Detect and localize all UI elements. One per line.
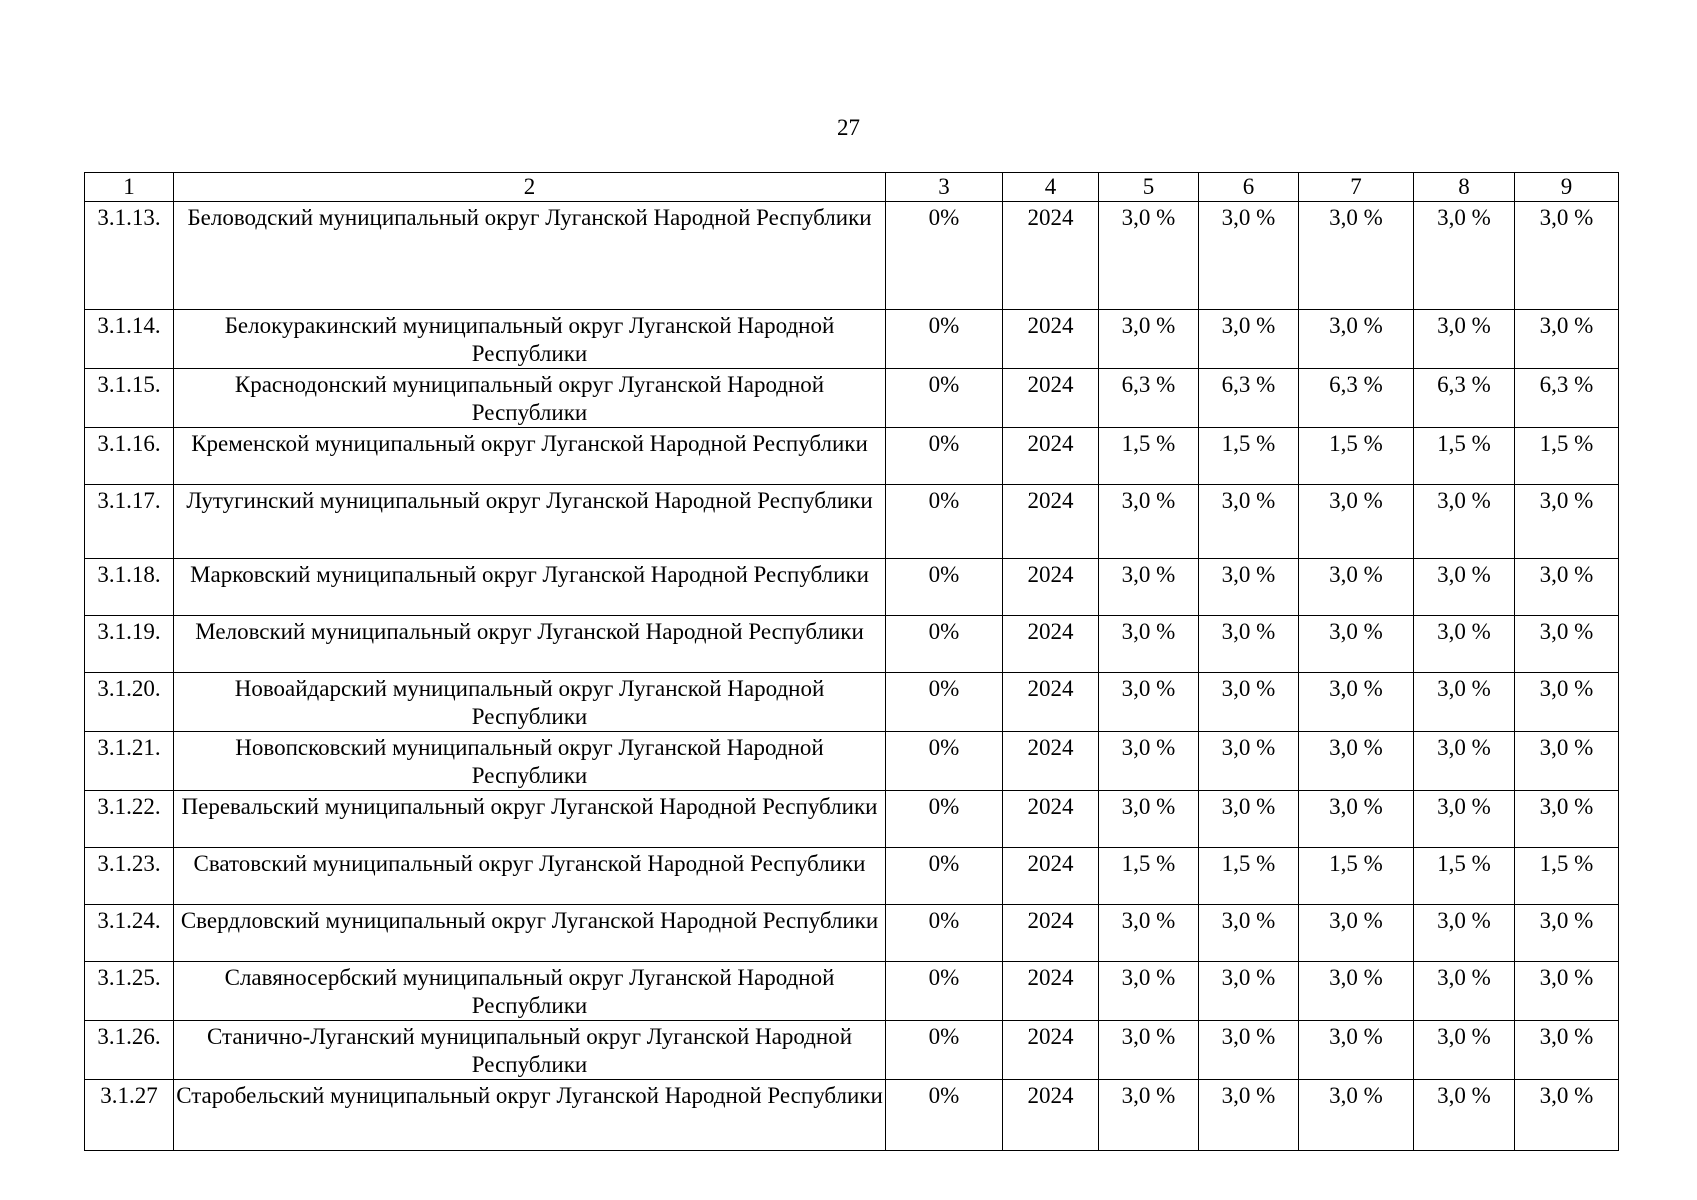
- cell-col-5: 3,0 %: [1099, 791, 1199, 848]
- cell-col-8: 3,0 %: [1414, 673, 1515, 732]
- column-header: 7: [1299, 173, 1414, 202]
- row-number: 3.1.25.: [85, 962, 174, 1021]
- cell-col-8: 3,0 %: [1414, 791, 1515, 848]
- cell-col-7: 3,0 %: [1299, 962, 1414, 1021]
- cell-col-9: 1,5 %: [1515, 428, 1619, 485]
- cell-col-8: 6,3 %: [1414, 369, 1515, 428]
- municipality-name: Меловский муниципальный округ Луганской Народной Республики: [174, 616, 886, 673]
- table-body: [85, 202, 1619, 1151]
- row-number: 3.1.19.: [85, 616, 174, 673]
- table-row: [85, 369, 1619, 428]
- cell-col-8: 3,0 %: [1414, 310, 1515, 369]
- cell-col-7: 3,0 %: [1299, 202, 1414, 310]
- cell-col-9: 3,0 %: [1515, 962, 1619, 1021]
- cell-col-7: 3,0 %: [1299, 485, 1414, 559]
- municipality-name: Кременской муниципальный округ Луганской Народной Республики: [174, 428, 886, 485]
- row-number: 3.1.22.: [85, 791, 174, 848]
- row-number: 3.1.26.: [85, 1021, 174, 1080]
- cell-col-6: 3,0 %: [1199, 962, 1299, 1021]
- cell-col-5: 3,0 %: [1099, 1080, 1199, 1151]
- cell-col-8: 3,0 %: [1414, 559, 1515, 616]
- table-row: [85, 732, 1619, 791]
- cell-col-7: 3,0 %: [1299, 310, 1414, 369]
- cell-year: 2024: [1003, 791, 1099, 848]
- table-row: [85, 485, 1619, 559]
- cell-col-6: 3,0 %: [1199, 616, 1299, 673]
- municipality-name: Сватовский муниципальный округ Луганской Народной Республики: [174, 848, 886, 905]
- cell-col-7: 3,0 %: [1299, 1021, 1414, 1080]
- cell-col-5: 3,0 %: [1099, 616, 1199, 673]
- municipality-name: Лутугинский муниципальный округ Луганской Народной Республики: [174, 485, 886, 559]
- page-number: 27: [837, 115, 860, 140]
- cell-col-8: 3,0 %: [1414, 202, 1515, 310]
- cell-year: 2024: [1003, 616, 1099, 673]
- cell-col-9: 3,0 %: [1515, 616, 1619, 673]
- cell-col-9: 3,0 %: [1515, 732, 1619, 791]
- table-row: [85, 202, 1619, 310]
- cell-col-6: 3,0 %: [1199, 485, 1299, 559]
- table-row: [85, 962, 1619, 1021]
- municipality-name: Новоайдарский муниципальный округ Луганской Народной Республики: [174, 673, 886, 732]
- cell-col-9: 3,0 %: [1515, 202, 1619, 310]
- column-header: 2: [174, 173, 886, 202]
- cell-col-6: 1,5 %: [1199, 428, 1299, 485]
- cell-col-3: 0%: [886, 848, 1003, 905]
- row-number: 3.1.13.: [85, 202, 174, 310]
- cell-col-8: 3,0 %: [1414, 616, 1515, 673]
- row-number: 3.1.18.: [85, 559, 174, 616]
- cell-col-5: 3,0 %: [1099, 673, 1199, 732]
- cell-col-6: 3,0 %: [1199, 559, 1299, 616]
- row-number: 3.1.23.: [85, 848, 174, 905]
- cell-col-3: 0%: [886, 485, 1003, 559]
- cell-col-3: 0%: [886, 559, 1003, 616]
- cell-col-3: 0%: [886, 905, 1003, 962]
- cell-col-7: 3,0 %: [1299, 905, 1414, 962]
- cell-col-6: 3,0 %: [1199, 791, 1299, 848]
- cell-col-8: 1,5 %: [1414, 848, 1515, 905]
- cell-col-6: 3,0 %: [1199, 905, 1299, 962]
- cell-col-7: 1,5 %: [1299, 848, 1414, 905]
- cell-year: 2024: [1003, 848, 1099, 905]
- cell-year: 2024: [1003, 428, 1099, 485]
- cell-col-9: 3,0 %: [1515, 791, 1619, 848]
- cell-col-3: 0%: [886, 1080, 1003, 1151]
- municipality-name: Новопсковский муниципальный округ Луганской Народной Республики: [174, 732, 886, 791]
- cell-col-8: 3,0 %: [1414, 485, 1515, 559]
- cell-col-7: 3,0 %: [1299, 1080, 1414, 1151]
- cell-col-8: 1,5 %: [1414, 428, 1515, 485]
- column-header: 8: [1414, 173, 1515, 202]
- cell-col-7: 1,5 %: [1299, 428, 1414, 485]
- cell-year: 2024: [1003, 202, 1099, 310]
- cell-col-7: 3,0 %: [1299, 732, 1414, 791]
- table-row: [85, 848, 1619, 905]
- cell-col-5: 3,0 %: [1099, 1021, 1199, 1080]
- cell-col-5: 6,3 %: [1099, 369, 1199, 428]
- cell-col-8: 3,0 %: [1414, 1021, 1515, 1080]
- cell-year: 2024: [1003, 905, 1099, 962]
- column-header: 6: [1199, 173, 1299, 202]
- table-row: [85, 616, 1619, 673]
- cell-year: 2024: [1003, 732, 1099, 791]
- cell-col-9: 3,0 %: [1515, 1021, 1619, 1080]
- cell-col-3: 0%: [886, 428, 1003, 485]
- table-row: [85, 1080, 1619, 1151]
- table-header-row: [85, 173, 1619, 202]
- cell-col-3: 0%: [886, 369, 1003, 428]
- row-number: 3.1.16.: [85, 428, 174, 485]
- cell-col-9: 3,0 %: [1515, 673, 1619, 732]
- cell-col-9: 3,0 %: [1515, 1080, 1619, 1151]
- table-row: [85, 310, 1619, 369]
- cell-col-3: 0%: [886, 962, 1003, 1021]
- table-row: [85, 428, 1619, 485]
- cell-col-9: 3,0 %: [1515, 485, 1619, 559]
- cell-year: 2024: [1003, 310, 1099, 369]
- municipality-name: Славяносербский муниципальный округ Луганской Народной Республики: [174, 962, 886, 1021]
- cell-col-8: 3,0 %: [1414, 905, 1515, 962]
- cell-col-5: 3,0 %: [1099, 962, 1199, 1021]
- table-row: [85, 791, 1619, 848]
- cell-col-5: 3,0 %: [1099, 310, 1199, 369]
- cell-col-6: 6,3 %: [1199, 369, 1299, 428]
- cell-col-5: 3,0 %: [1099, 202, 1199, 310]
- cell-year: 2024: [1003, 962, 1099, 1021]
- cell-col-8: 3,0 %: [1414, 962, 1515, 1021]
- cell-col-9: 3,0 %: [1515, 559, 1619, 616]
- column-header: 9: [1515, 173, 1619, 202]
- cell-col-3: 0%: [886, 732, 1003, 791]
- cell-col-3: 0%: [886, 791, 1003, 848]
- cell-year: 2024: [1003, 1021, 1099, 1080]
- cell-col-3: 0%: [886, 616, 1003, 673]
- column-header: 4: [1003, 173, 1099, 202]
- cell-col-6: 3,0 %: [1199, 1021, 1299, 1080]
- cell-col-6: 3,0 %: [1199, 202, 1299, 310]
- cell-col-7: 3,0 %: [1299, 673, 1414, 732]
- cell-col-8: 3,0 %: [1414, 732, 1515, 791]
- municipality-name: Перевальский муниципальный округ Луганской Народной Республики: [174, 791, 886, 848]
- cell-col-3: 0%: [886, 202, 1003, 310]
- cell-col-6: 1,5 %: [1199, 848, 1299, 905]
- row-number: 3.1.14.: [85, 310, 174, 369]
- municipality-name: Станично-Луганский муниципальный округ Луганской Народной Республики: [174, 1021, 886, 1080]
- cell-col-7: 6,3 %: [1299, 369, 1414, 428]
- row-number: 3.1.21.: [85, 732, 174, 791]
- row-number: 3.1.27: [85, 1080, 174, 1151]
- column-header: 3: [886, 173, 1003, 202]
- municipality-name: Марковский муниципальный округ Луганской Народной Республики: [174, 559, 886, 616]
- column-header: 1: [85, 173, 174, 202]
- row-number: 3.1.20.: [85, 673, 174, 732]
- column-header: 5: [1099, 173, 1199, 202]
- table-row: [85, 559, 1619, 616]
- cell-col-3: 0%: [886, 673, 1003, 732]
- data-table: [84, 172, 1619, 1151]
- cell-col-3: 0%: [886, 1021, 1003, 1080]
- cell-col-9: 1,5 %: [1515, 848, 1619, 905]
- table-row: [85, 905, 1619, 962]
- cell-col-5: 3,0 %: [1099, 559, 1199, 616]
- municipality-name: Старобельский муниципальный округ Луганской Народной Республики: [174, 1080, 886, 1151]
- row-number: 3.1.24.: [85, 905, 174, 962]
- municipality-name: Краснодонский муниципальный округ Луганской Народной Республики: [174, 369, 886, 428]
- cell-year: 2024: [1003, 369, 1099, 428]
- cell-col-6: 3,0 %: [1199, 673, 1299, 732]
- cell-col-6: 3,0 %: [1199, 310, 1299, 369]
- cell-col-9: 3,0 %: [1515, 905, 1619, 962]
- row-number: 3.1.17.: [85, 485, 174, 559]
- municipality-name: Беловодский муниципальный округ Луганской Народной Республики: [174, 202, 886, 310]
- cell-col-5: 1,5 %: [1099, 848, 1199, 905]
- table-row: [85, 1021, 1619, 1080]
- cell-col-6: 3,0 %: [1199, 732, 1299, 791]
- cell-col-3: 0%: [886, 310, 1003, 369]
- cell-year: 2024: [1003, 559, 1099, 616]
- cell-col-5: 1,5 %: [1099, 428, 1199, 485]
- cell-col-7: 3,0 %: [1299, 559, 1414, 616]
- row-number: 3.1.15.: [85, 369, 174, 428]
- cell-col-5: 3,0 %: [1099, 732, 1199, 791]
- cell-col-9: 3,0 %: [1515, 310, 1619, 369]
- cell-col-9: 6,3 %: [1515, 369, 1619, 428]
- cell-col-5: 3,0 %: [1099, 485, 1199, 559]
- municipality-name: Белокуракинский муниципальный округ Луганской Народной Республики: [174, 310, 886, 369]
- cell-year: 2024: [1003, 485, 1099, 559]
- cell-col-6: 3,0 %: [1199, 1080, 1299, 1151]
- table-row: [85, 673, 1619, 732]
- cell-year: 2024: [1003, 673, 1099, 732]
- municipality-name: Свердловский муниципальный округ Луганской Народной Республики: [174, 905, 886, 962]
- cell-col-8: 3,0 %: [1414, 1080, 1515, 1151]
- cell-col-7: 3,0 %: [1299, 791, 1414, 848]
- cell-year: 2024: [1003, 1080, 1099, 1151]
- cell-col-7: 3,0 %: [1299, 616, 1414, 673]
- cell-col-5: 3,0 %: [1099, 905, 1199, 962]
